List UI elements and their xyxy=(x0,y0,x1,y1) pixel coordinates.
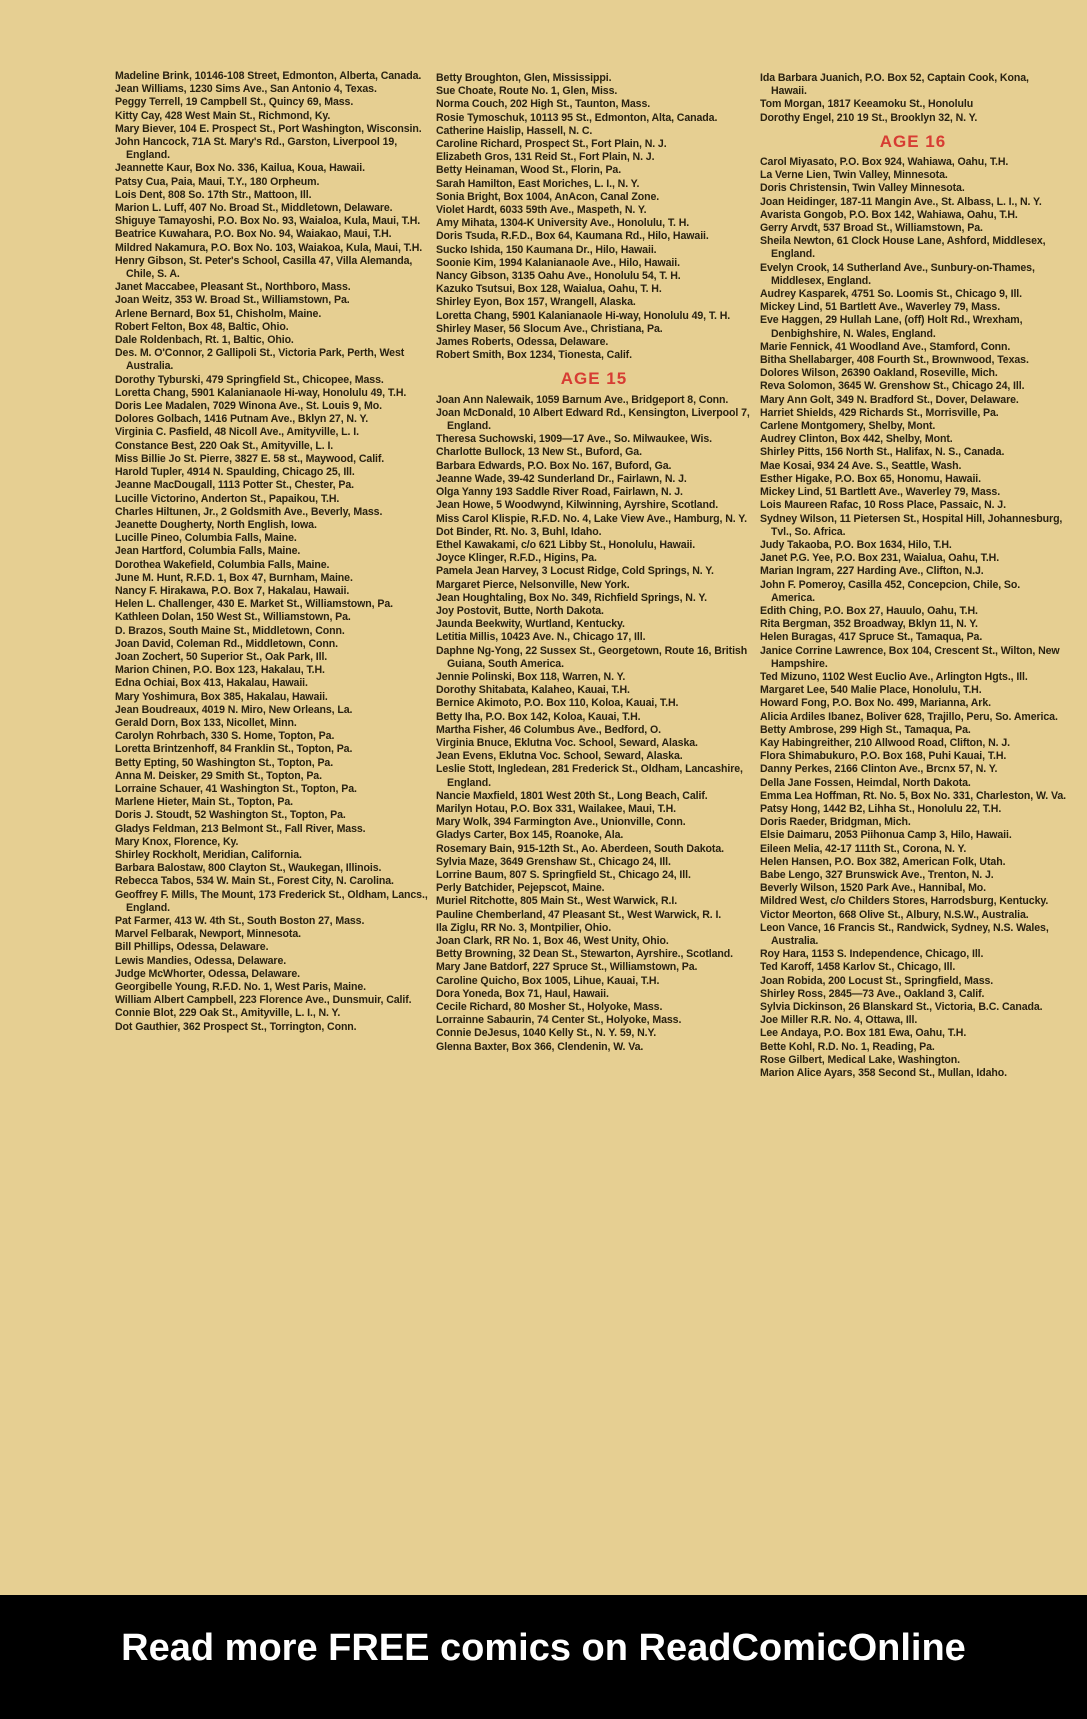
column-1 xyxy=(115,70,430,1034)
address-entry: Bitha Shellabarger, 408 Fourth St., Brownwood, Texas. xyxy=(760,354,1029,367)
column-2 xyxy=(436,72,752,1054)
address-entry: Joan Clark, RR No. 1, Box 46, West Unity, Ohio. xyxy=(436,935,669,947)
address-entry: Mickey Lind, 51 Bartlett Ave., Waverley 79, Mass. xyxy=(760,486,1001,499)
address-entry: June M. Hunt, R.F.D. 1, Box 47, Burnham, Maine. xyxy=(115,571,353,584)
address-entry: Letitia Millis, 10423 Ave. N., Chicago 17, Ill. xyxy=(436,631,646,644)
address-entry: Arlene Bernard, Box 51, Chisholm, Maine. xyxy=(115,307,322,320)
address-entry: D. Brazos, South Maine St., Middletown, Conn. xyxy=(115,624,345,637)
address-entry: Georgibelle Young, R.F.D. No. 1, West Paris, Maine. xyxy=(115,981,366,994)
address-entry: Carol Miyasato, P.O. Box 924, Wahiawa, Oahu, T.H. xyxy=(760,156,1009,169)
address-entry: Marilyn Hotau, P.O. Box 331, Wailakee, Maui, T.H. xyxy=(436,802,677,815)
address-entry: Cecile Richard, 80 Mosher St., Holyoke, Mass. xyxy=(436,1001,663,1014)
address-entry: Jennie Polinski, Box 118, Warren, N. Y. xyxy=(436,670,626,683)
address-entry: Danny Perkes, 2166 Clinton Ave., Brcnx 57, N. Y. xyxy=(760,763,998,776)
address-entry: Ila Ziglu, RR No. 3, Montpilier, Ohio. xyxy=(436,921,612,934)
address-entry: Daphne Ng-Yong, 22 Sussex St., Georgetown, Route 16, British Guiana, South America. xyxy=(436,644,748,670)
address-entry: Tom Morgan, 1817 Keeamoku St., Honolulu xyxy=(760,98,974,111)
address-entry: Edna Ochiai, Box 413, Hakalau, Hawaii. xyxy=(115,677,308,690)
address-entry: Rose Gilbert, Medical Lake, Washington. xyxy=(760,1053,960,1066)
address-entry: Jeanne Wade, 39-42 Sunderland Dr., Fairlawn, N. J. xyxy=(436,472,687,485)
address-entry: Betty Epting, 50 Washington St., Topton, Pa. xyxy=(115,756,334,769)
address-entry: Helen L. Challenger, 430 E. Market St., Williamstown, Pa. xyxy=(115,598,393,611)
address-entry: Dora Yoneda, Box 71, Haul, Hawaii. xyxy=(436,987,609,1000)
address-entry: Lois Maureen Rafac, 10 Ross Place, Passaic, N. J. xyxy=(760,499,1006,512)
address-entry: Violet Hardt, 6033 59th Ave., Maspeth, N. Y. xyxy=(436,204,647,217)
address-entry: Audrey Clinton, Box 442, Shelby, Mont. xyxy=(760,433,953,446)
address-entry: Eileen Melia, 42-17 111th St., Corona, N. Y. xyxy=(760,842,967,855)
address-entry: Doris J. Stoudt, 52 Washington St., Topton, Pa. xyxy=(115,809,346,822)
address-entry: Rebecca Tabos, 534 W. Main St., Forest City, N. Carolina. xyxy=(115,875,394,888)
address-entry: Barbara Edwards, P.O. Box No. 167, Buford, Ga. xyxy=(436,459,672,472)
address-entry: Eve Haggen, 29 Hullah Lane, (off) Holt Rd., Wrexham, Denbighshire, N. Wales, England. xyxy=(760,314,1023,340)
address-entry: Marvel Felbarak, Newport, Minnesota. xyxy=(115,928,301,941)
address-entry: Doris Raeder, Bridgman, Mich. xyxy=(760,816,911,829)
address-entry: Avarista Gongob, P.O. Box 142, Wahiawa, Oahu, T.H. xyxy=(760,208,1018,221)
address-entry: Jean Boudreaux, 4019 N. Miro, New Orleans, La. xyxy=(115,703,353,716)
address-entry: Leon Vance, 16 Francis St., Randwick, Sydney, N.S. Wales, Australia. xyxy=(760,921,1049,947)
address-entry: Lorrainne Sabaurin, 74 Center St., Holyoke, Mass. xyxy=(436,1014,682,1027)
address-entry: Roy Hara, 1153 S. Independence, Chicago, Ill. xyxy=(760,948,984,961)
address-entry: Lucille Pineo, Columbia Falls, Maine. xyxy=(115,532,297,545)
address-entry: Joan Robida, 200 Locust St., Springfield, Mass. xyxy=(760,974,994,987)
address-entry: Judy Takaoba, P.O. Box 1634, Hilo, T.H. xyxy=(760,538,952,551)
column-3-top-list xyxy=(760,72,1066,125)
address-entry: Della Jane Fossen, Heimdal, North Dakota. xyxy=(760,776,971,789)
address-entry: Dorothy Engel, 210 19 St., Brooklyn 32, N. Y. xyxy=(760,111,978,124)
address-entry: Ted Mizuno, 1102 West Euclio Ave., Arlington Hgts., Ill. xyxy=(760,670,1028,683)
address-entry: Bill Phillips, Odessa, Delaware. xyxy=(115,941,269,954)
address-entry: Joe Miller R.R. No. 4, Ottawa, Ill. xyxy=(760,1014,918,1027)
address-entry: Loretta Brintzenhoff, 84 Franklin St., Topton, Pa. xyxy=(115,743,353,756)
address-entry: Shirley Rockholt, Meridian, California. xyxy=(115,848,302,861)
address-entry: Nancy F. Hirakawa, P.O. Box 7, Hakalau, Hawaii. xyxy=(115,584,350,597)
address-entry: Shiguye Tamayoshi, P.O. Box No. 93, Waialoa, Kula, Maui, T.H. xyxy=(115,215,421,228)
address-entry: Sheila Newton, 61 Clock House Lane, Ashford, Middlesex, England. xyxy=(760,235,1046,261)
address-entry: Lois Dent, 808 So. 17th Str., Mattoon, Ill. xyxy=(115,188,312,201)
address-entry: Madeline Brink, 10146-108 Street, Edmonton, Alberta, Canada. xyxy=(115,70,422,82)
address-entry: Dolores Wilson, 26390 Oakland, Roseville, Mich. xyxy=(760,367,998,380)
address-entry: Gerald Dorn, Box 133, Nicollet, Minn. xyxy=(115,716,297,729)
address-entry: Theresa Suchowski, 1909—17 Ave., So. Milwaukee, Wis. xyxy=(436,433,712,446)
address-entry: Lorraine Schauer, 41 Washington St., Topton, Pa. xyxy=(115,782,357,795)
address-entry: Pat Farmer, 413 W. 4th St., South Boston 27, Mass. xyxy=(115,915,365,927)
address-entry: William Albert Campbell, 223 Florence Ave., Dunsmuir, Calif. xyxy=(115,994,412,1007)
address-entry: Rosie Tymoschuk, 10113 95 St., Edmonton, Alta, Canada. xyxy=(436,111,718,124)
address-entry: Marlene Hieter, Main St., Topton, Pa. xyxy=(115,796,293,809)
address-entry: Soonie Kim, 1994 Kalanianaole Ave., Hilo, Hawaii. xyxy=(436,256,680,269)
address-entry: Rosemary Bain, 915-12th St., Ao. Aberdeen, South Dakota. xyxy=(436,842,724,855)
age-16-list xyxy=(760,156,1066,1080)
address-entry: John F. Pomeroy, Casilla 452, Concepcion, Chile, So. America. xyxy=(760,578,1021,604)
address-entry: Jean Evens, Eklutna Voc. School, Seward, Alaska. xyxy=(436,750,683,763)
address-entry: Henry Gibson, St. Peter's School, Casilla 47, Villa Alemanda, Chile, S. A. xyxy=(115,254,413,281)
address-entry: Sonia Bright, Box 1004, AnAcon, Canal Zone. xyxy=(436,190,660,203)
address-entry: Elizabeth Gros, 131 Reid St., Fort Plain, N. J. xyxy=(436,151,655,164)
age-15-heading: AGE 15 xyxy=(560,369,628,389)
address-entry: Dorothea Wakefield, Columbia Falls, Maine. xyxy=(115,558,330,571)
address-entry: Mickey Lind, 51 Bartlett Ave., Waverley 79, Mass. xyxy=(760,301,1001,314)
address-entry: La Verne Lien, Twin Valley, Minnesota. xyxy=(760,169,948,182)
address-entry: Bernice Akimoto, P.O. Box 110, Koloa, Kauai, T.H. xyxy=(436,697,679,710)
address-entry: Dolores Golbach, 1416 Putnam Ave., Bklyn 27, N. Y. xyxy=(115,413,369,426)
address-entry: Mary Ann Golt, 349 N. Bradford St., Dover, Delaware. xyxy=(760,393,1019,406)
address-entry: Jeanne MacDougall, 1113 Potter St., Chester, Pa. xyxy=(115,479,354,492)
address-entry: Gerry Arvdt, 537 Broad St., Williamstown, Pa. xyxy=(760,222,983,235)
address-entry: Harriet Shields, 429 Richards St., Morrisville, Pa. xyxy=(760,406,999,419)
address-entry: Joy Postovit, Butte, North Dakota. xyxy=(436,604,604,617)
address-entry: Muriel Ritchotte, 805 Main St., West Warwick, R.I. xyxy=(436,895,678,908)
address-entry: Margaret Lee, 540 Malie Place, Honolulu, T.H. xyxy=(760,684,982,697)
address-entry: Shirley Ross, 2845—73 Ave., Oakland 3, Calif. xyxy=(760,987,985,1000)
address-entry: Dorothy Shitabata, Kalaheo, Kauai, T.H. xyxy=(436,684,630,697)
address-entry: Caroline Quicho, Box 1005, Lihue, Kauai, T.H. xyxy=(436,974,660,987)
address-entry: Jean Howe, 5 Woodwynd, Kilwinning, Ayrshire, Scotland. xyxy=(436,499,719,512)
address-entry: Loretta Chang, 5901 Kalanianaole Hi-way, Honolulu 49, T.H. xyxy=(115,386,407,399)
address-entry: Lorrine Baum, 807 S. Springfield St., Chicago 24, Ill. xyxy=(436,868,691,881)
address-entry: Mary Wolk, 394 Farmington Ave., Unionville, Conn. xyxy=(436,816,686,829)
address-entry: Esther Higake, P.O. Box 65, Honomu, Hawaii. xyxy=(760,472,981,485)
address-entry: Dale Roldenbach, Rt. 1, Baltic, Ohio. xyxy=(115,334,294,347)
address-entry: Connie DeJesus, 1040 Kelly St., N. Y. 59, N.Y. xyxy=(436,1027,657,1040)
address-entry: Alicia Ardiles Ibanez, Boliver 628, Trajillo, Peru, So. America. xyxy=(760,710,1058,723)
address-entry: Jean Hartford, Columbia Falls, Maine. xyxy=(115,545,301,558)
address-entry: Jeannette Kaur, Box No. 336, Kailua, Koua, Hawaii. xyxy=(115,162,365,175)
address-entry: Mary Knox, Florence, Ky. xyxy=(115,835,239,848)
address-entry: Evelyn Crook, 14 Sutherland Ave., Sunbury-on-Thames, Middlesex, England. xyxy=(760,261,1035,287)
address-entry: Mary Yoshimura, Box 385, Hakalau, Hawaii. xyxy=(115,690,328,703)
address-entry: John Hancock, 71A St. Mary's Rd., Garston, Liverpool 19, England. xyxy=(115,136,398,162)
address-entry: Audrey Kasparek, 4751 So. Loomis St., Chicago 9, Ill. xyxy=(760,288,1022,301)
address-entry: Bette Kohl, R.D. No. 1, Reading, Pa. xyxy=(760,1040,935,1053)
address-entry: Mae Kosai, 934 24 Ave. S., Seattle, Wash. xyxy=(760,459,962,472)
address-entry: Perly Batchider, Pejepscot, Maine. xyxy=(436,882,605,895)
address-entry: Pauline Chemberland, 47 Pleasant St., West Warwick, R. I. xyxy=(436,908,722,921)
address-entry: Shirley Pitts, 156 North St., Halifax, N. S., Canada. xyxy=(760,446,1005,459)
address-entry: Betty Ambrose, 299 High St., Tamaqua, Pa. xyxy=(760,723,971,736)
address-entry: Des. M. O'Connor, 2 Gallipoli St., Victoria Park, Perth, West Australia. xyxy=(115,347,405,373)
address-entry: Lucille Victorino, Anderton St., Papaikou, T.H. xyxy=(115,492,340,505)
address-entry: Sylvia Dickinson, 26 Blanskard St., Victoria, B.C. Canada. xyxy=(760,1001,1043,1014)
address-entry: Flora Shimabukuro, P.O. Box 168, Puhi Kauai, T.H. xyxy=(760,750,1007,763)
address-entry: Nancy Gibson, 3135 Oahu Ave., Honolulu 54, T. H. xyxy=(436,270,681,283)
address-entry: Anna M. Deisker, 29 Smith St., Topton, Pa. xyxy=(115,769,322,782)
address-entry: Jean Williams, 1230 Sims Ave., San Antonio 4, Texas. xyxy=(115,83,377,96)
address-entry: Betty Iha, P.O. Box 142, Koloa, Kauai, T.H. xyxy=(436,710,641,723)
address-entry: Gladys Feldman, 213 Belmont St., Fall River, Mass. xyxy=(115,822,366,835)
address-entry: Sylvia Maze, 3649 Grenshaw St., Chicago 24, Ill. xyxy=(436,855,671,868)
address-entry: Janet P.G. Yee, P.O. Box 231, Waialua, Oahu, T.H. xyxy=(760,552,1000,565)
address-entry: Amy Mihata, 1304-K University Ave., Honolulu, T. H. xyxy=(436,217,690,230)
address-entry: Shirley Maser, 56 Slocum Ave., Christiana, Pa. xyxy=(436,322,663,335)
address-entry: Margaret Pierce, Nelsonville, New York. xyxy=(436,578,630,591)
address-entry: Peggy Terrell, 19 Campbell St., Quincy 69, Mass. xyxy=(115,96,354,109)
column-2-top-list xyxy=(436,72,752,362)
address-entry: Joyce Klinger, R.F.D., Higins, Pa. xyxy=(436,552,597,565)
address-entry: Geoffrey F. Mills, The Mount, 173 Frederick St., Oldham, Lancs., England. xyxy=(115,888,428,914)
address-entry: Martha Fisher, 46 Columbus Ave., Bedford, O. xyxy=(436,723,661,736)
address-entry: Kitty Cay, 428 West Main St., Richmond, Ky. xyxy=(115,109,331,122)
address-entry: Catherine Haislip, Hassell, N. C. xyxy=(436,124,593,137)
address-entry: Elsie Daimaru, 2053 Piihonua Camp 3, Hilo, Hawaii. xyxy=(760,829,1012,842)
address-entry: Dot Binder, Rt. No. 3, Buhl, Idaho. xyxy=(436,525,602,538)
address-entry: Victor Meorton, 668 Olive St., Albury, N.S.W., Australia. xyxy=(760,908,1029,921)
address-entry: Joan Heidinger, 187-11 Mangin Ave., St. Albass, L. I., N. Y. xyxy=(760,195,1042,208)
address-entry: Nancie Maxfield, 1801 West 20th St., Long Beach, Calif. xyxy=(436,789,708,802)
address-entry: Shirley Eyon, Box 157, Wrangell, Alaska. xyxy=(436,296,636,309)
address-entry: Ida Barbara Juanich, P.O. Box 52, Captain Cook, Kona, Hawaii. xyxy=(760,72,1029,98)
address-entry: Sue Choate, Route No. 1, Glen, Miss. xyxy=(436,85,618,98)
address-entry: Jaunda Beekwity, Wurtland, Kentucky. xyxy=(436,618,625,631)
address-entry: Betty Broughton, Glen, Mississippi. xyxy=(436,72,612,84)
address-entry: Charles Hiltunen, Jr., 2 Goldsmith Ave., Beverly, Mass. xyxy=(115,505,383,518)
address-entry: Pamela Jean Harvey, 3 Locust Ridge, Cold Springs, N. Y. xyxy=(436,565,714,578)
address-entry: Joan Weitz, 353 W. Broad St., Williamstown, Pa. xyxy=(115,294,350,307)
address-entry: Judge McWhorter, Odessa, Delaware. xyxy=(115,967,300,980)
address-entry: Norma Couch, 202 High St., Taunton, Mass. xyxy=(436,98,651,111)
address-entry: Lee Andaya, P.O. Box 181 Ewa, Oahu, T.H. xyxy=(760,1027,967,1040)
address-entry: Robert Felton, Box 48, Baltic, Ohio. xyxy=(115,320,289,333)
address-entry: Jeanette Dougherty, North English, Iowa. xyxy=(115,518,317,531)
address-entry: Jean Houghtaling, Box No. 349, Richfield Springs, N. Y. xyxy=(436,591,707,604)
address-entry: Caroline Richard, Prospect St., Fort Plain, N. J. xyxy=(436,138,667,151)
address-entry: Carlene Montgomery, Shelby, Mont. xyxy=(760,420,936,433)
column-3 xyxy=(760,72,1066,1080)
address-entry: Glenna Baxter, Box 366, Clendenin, W. Va. xyxy=(436,1040,644,1053)
address-entry: Joan Zochert, 50 Superior St., Oak Park, Ill. xyxy=(115,650,328,663)
address-entry: Kazuko Tsutsui, Box 128, Waialua, Oahu, T. H. xyxy=(436,283,662,296)
address-entry: Olga Yanny 193 Saddle River Road, Fairlawn, N. J. xyxy=(436,486,683,499)
address-entry: Mary Biever, 104 E. Prospect St., Port Washington, Wisconsin. xyxy=(115,122,422,135)
address-entry: Babe Lengo, 327 Brunswick Ave., Trenton, N. J. xyxy=(760,868,994,881)
address-entry: Ted Karoff, 1458 Karlov St., Chicago, Ill. xyxy=(760,961,956,974)
address-entry: Dot Gauthier, 362 Prospect St., Torrington, Conn. xyxy=(115,1020,357,1033)
address-entry: Ethel Kawakami, c/o 621 Libby St., Honolulu, Hawaii. xyxy=(436,538,696,551)
address-entry: Mary Jane Batdorf, 227 Spruce St., Williamstown, Pa. xyxy=(436,961,698,974)
promo-banner-text[interactable]: Read more FREE comics on ReadComicOnline xyxy=(121,1626,966,1669)
address-entry: Carolyn Rohrbach, 330 S. Home, Topton, Pa. xyxy=(115,730,335,743)
address-entry: Beatrice Kuwahara, P.O. Box No. 94, Waiakao, Maui, T.H. xyxy=(115,228,392,241)
address-entry: Doris Tsuda, R.F.D., Box 64, Kaumana Rd., Hilo, Hawaii. xyxy=(436,230,709,243)
address-entry: Constance Best, 220 Oak St., Amityville, L. I. xyxy=(115,439,334,452)
address-entry: Helen Hansen, P.O. Box 382, American Folk, Utah. xyxy=(760,855,1006,868)
address-entry: Janet Maccabee, Pleasant St., Northboro, Mass. xyxy=(115,281,351,294)
address-entry: Sucko Ishida, 150 Kaumana Dr., Hilo, Hawaii. xyxy=(436,243,657,256)
address-entry: Connie Blot, 229 Oak St., Amityville, L. I., N. Y. xyxy=(115,1007,341,1020)
address-entry: Kathleen Dolan, 150 West St., Williamstown, Pa. xyxy=(115,611,351,624)
address-entry: Marie Fennick, 41 Woodland Ave., Stamford, Conn. xyxy=(760,340,1011,353)
address-entry: Doris Lee Madalen, 7029 Winona Ave., St. Louis 9, Mo. xyxy=(115,400,382,413)
address-entry: Reva Solomon, 3645 W. Grenshow St., Chicago 24, Ill. xyxy=(760,380,1025,393)
address-entry: Gladys Carter, Box 145, Roanoke, Ala. xyxy=(436,829,624,842)
address-entry: Marion Chinen, P.O. Box 123, Hakalau, T.H. xyxy=(115,664,325,677)
address-entry: Marion L. Luff, 407 No. Broad St., Middletown, Delaware. xyxy=(115,202,393,215)
address-entry: Helen Buragas, 417 Spruce St., Tamaqua, Pa. xyxy=(760,631,983,644)
address-entry: Charlotte Bullock, 13 New St., Buford, Ga. xyxy=(436,446,642,459)
age-16-heading: AGE 16 xyxy=(879,131,947,151)
address-entry: Rita Bergman, 352 Broadway, Bklyn 11, N. Y. xyxy=(760,618,978,631)
address-entry: Marian Ingram, 227 Harding Ave., Clifton, N.J. xyxy=(760,565,984,578)
address-entry: Patsy Hong, 1442 B2, Lihha St., Honolulu 22, T.H. xyxy=(760,802,1002,815)
address-entry: Robert Smith, Box 1234, Tionesta, Calif. xyxy=(436,349,632,362)
address-entry: Loretta Chang, 5901 Kalanianaole Hi-way, Honolulu 49, T. H. xyxy=(436,309,731,322)
address-entry: Mildred West, c/o Childers Stores, Harrodsburg, Kentucky. xyxy=(760,895,1049,908)
address-entry: Janice Corrine Lawrence, Box 104, Crescent St., Wilton, New Hampshire. xyxy=(760,644,1060,670)
address-entry: Joan McDonald, 10 Albert Edward Rd., Kensington, Liverpool 7, England. xyxy=(436,406,750,433)
address-entry: Edith Ching, P.O. Box 27, Hauulo, Oahu, T.H. xyxy=(760,604,978,617)
address-entry: Kay Habingreither, 210 Allwood Road, Clifton, N. J. xyxy=(760,736,1010,749)
address-entry: Miss Billie Jo St. Pierre, 3827 E. 58 st., Maywood, Calif. xyxy=(115,452,385,465)
address-entry: Virginia Bnuce, Eklutna Voc. School, Seward, Alaska. xyxy=(436,736,698,749)
address-entry: Marion Alice Ayars, 358 Second St., Mullan, Idaho. xyxy=(760,1067,1007,1080)
address-entry: Virginia C. Pasfield, 48 Nicoll Ave., Amityville, L. I. xyxy=(115,426,359,439)
address-entry: Leslie Stott, Ingledean, 281 Frederick St., Oldham, Lancashire, England. xyxy=(436,763,743,789)
address-entry: Howard Fong, P.O. Box No. 499, Marianna, Ark. xyxy=(760,697,991,710)
address-entry: Dorothy Tyburski, 479 Springfield St., Chicopee, Mass. xyxy=(115,373,384,386)
address-entry: Joan Ann Nalewaik, 1059 Barnum Ave., Bridgeport 8, Conn. xyxy=(436,393,729,406)
address-entry: Miss Carol Klispie, R.F.D. No. 4, Lake View Ave., Hamburg, N. Y. xyxy=(436,512,747,525)
address-entry: Lewis Mandies, Odessa, Delaware. xyxy=(115,954,287,967)
address-entry: Patsy Cua, Paia, Maui, T.Y., 180 Orpheum. xyxy=(115,175,320,188)
address-entry: Betty Heinaman, Wood St., Florin, Pa. xyxy=(436,164,622,177)
address-entry: Joan David, Coleman Rd., Middletown, Conn. xyxy=(115,637,338,650)
address-entry: Betty Browning, 32 Dean St., Stewarton, Ayrshire., Scotland. xyxy=(436,948,733,961)
address-entry: Doris Christensin, Twin Valley Minnesota. xyxy=(760,182,965,195)
age-15-list xyxy=(436,394,752,1054)
address-entry: James Roberts, Odessa, Delaware. xyxy=(436,336,609,349)
promo-banner[interactable] xyxy=(0,1595,1087,1719)
address-entry: Harold Tupler, 4914 N. Spaulding, Chicago 25, Ill. xyxy=(115,466,355,479)
address-entry: Barbara Balostaw, 800 Clayton St., Waukegan, Illinois. xyxy=(115,862,382,875)
address-entry: Sarah Hamilton, East Moriches, L. I., N. Y. xyxy=(436,177,640,190)
address-entry: Mildred Nakamura, P.O. Box No. 103, Waiakoa, Kula, Maui, T.H. xyxy=(115,241,423,254)
address-entry: Sydney Wilson, 11 Pietersen St., Hospital Hill, Johannesburg, Tvl., So. Africa. xyxy=(760,512,1063,538)
address-entry: Beverly Wilson, 1520 Park Ave., Hannibal, Mo. xyxy=(760,882,987,895)
address-entry: Emma Lea Hoffman, Rt. No. 5, Box No. 331, Charleston, W. Va. xyxy=(760,789,1066,802)
